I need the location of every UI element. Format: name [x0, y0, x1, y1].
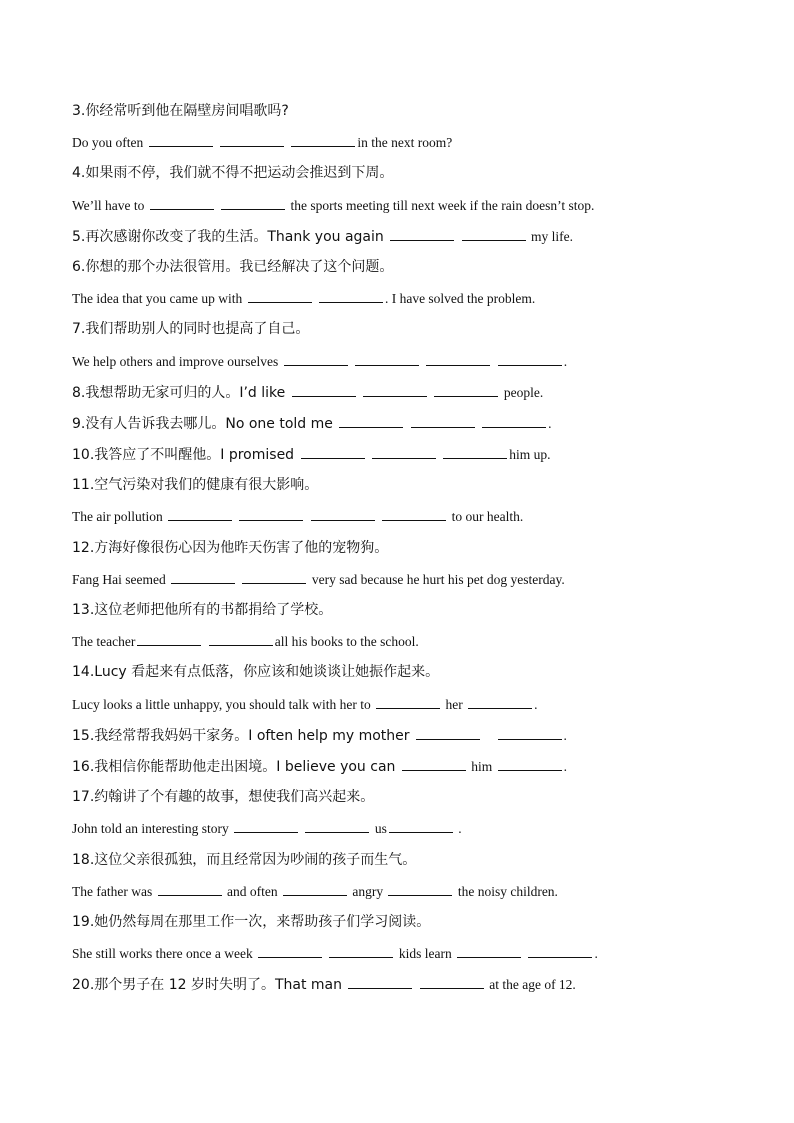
- sentence-text: angry: [348, 883, 387, 899]
- answer-blank[interactable]: [498, 726, 562, 740]
- answer-blank[interactable]: [372, 445, 436, 459]
- answer-blank[interactable]: [355, 352, 419, 366]
- sentence-text: [421, 354, 424, 369]
- sentence-text: The father was: [72, 883, 156, 899]
- question-line-q11-en: [72, 501, 732, 532]
- answer-blank[interactable]: [284, 352, 348, 366]
- question-line-q18-en: [72, 876, 732, 907]
- answer-blank[interactable]: [468, 695, 532, 709]
- sentence-text: . I have solved the problem.: [384, 291, 536, 307]
- sentence-text: We’ll have to: [72, 197, 148, 213]
- sentence-text: [367, 447, 370, 462]
- answer-blank[interactable]: [382, 507, 446, 521]
- answer-blank[interactable]: [388, 882, 452, 896]
- answer-blank[interactable]: [248, 289, 312, 303]
- answer-blank[interactable]: [158, 882, 222, 896]
- answer-blank[interactable]: [390, 227, 454, 241]
- question-line-q4-en: [72, 190, 732, 221]
- question-line-q15: [72, 720, 732, 751]
- answer-blank[interactable]: [416, 726, 480, 740]
- question-line-q14-zh: [72, 657, 732, 688]
- sentence-text: 20.那个男子在 12 岁时失明了。That man: [72, 977, 347, 994]
- answer-blank[interactable]: [150, 196, 214, 210]
- sentence-text: [456, 229, 459, 244]
- sentence-text: [482, 728, 496, 743]
- sentence-text: him up.: [509, 447, 551, 463]
- answer-blank[interactable]: [171, 570, 235, 584]
- question-line-q19-zh: [72, 907, 732, 938]
- sentence-text: 15.我经常帮我妈妈干家务。I often help my mother: [72, 727, 414, 744]
- sentence-text: [324, 946, 327, 961]
- answer-blank[interactable]: [339, 414, 403, 428]
- sentence-text: kids learn: [395, 946, 456, 962]
- sentence-text: very sad because he hurt his pet dog yesterday.: [308, 571, 565, 587]
- exercise-sheet: [72, 96, 732, 1000]
- sentence-text: .: [454, 821, 462, 837]
- sentence-text: the sports meeting till next week if the rain doesn’t stop.: [287, 197, 595, 213]
- sentence-text: Lucy looks a little unhappy, you should talk with her to: [72, 696, 375, 712]
- sentence-text: [215, 135, 218, 150]
- question-line-q12-zh: [72, 533, 732, 564]
- sentence-text: [405, 416, 408, 431]
- sentence-text: [429, 385, 432, 400]
- sentence-text: at the age of 12.: [485, 977, 576, 993]
- sentence-text: [438, 447, 441, 462]
- sentence-text: Do you often: [72, 135, 147, 151]
- sentence-text: [216, 198, 219, 213]
- sentence-text: [234, 509, 237, 524]
- sentence-text: 5.再次感谢你改变了我的生活。Thank you again: [72, 228, 389, 245]
- question-line-q12-en: [72, 564, 732, 595]
- sentence-text: 8.我想帮助无家可归的人。I’d like: [72, 384, 290, 401]
- answer-blank[interactable]: [311, 507, 375, 521]
- answer-blank[interactable]: [402, 757, 466, 771]
- chinese-prompt: 14.Lucy 看起来有点低落，你应该和她谈谈让她振作起来。: [72, 664, 440, 681]
- answer-blank[interactable]: [443, 445, 507, 459]
- sentence-text: .: [563, 353, 568, 369]
- question-line-q7-zh: [72, 314, 732, 345]
- chinese-prompt: 17.约翰讲了个有趣的故事，想使我们高兴起来。: [72, 789, 375, 806]
- answer-blank[interactable]: [498, 757, 562, 771]
- question-line-q18-zh: [72, 845, 732, 876]
- chinese-prompt: 11.空气污染对我们的健康有很大影响。: [72, 477, 319, 494]
- answer-blank[interactable]: [348, 975, 412, 989]
- answer-blank[interactable]: [239, 507, 303, 521]
- sentence-text: [358, 385, 361, 400]
- sentence-text: 9.没有人告诉我去哪儿。No one told me: [72, 415, 338, 432]
- sentence-text: The air pollution: [72, 509, 167, 525]
- answer-blank[interactable]: [221, 196, 285, 210]
- chinese-prompt: 7.我们帮助别人的同时也提高了自己。: [72, 321, 310, 338]
- sentence-text: John told an interesting story: [72, 821, 233, 837]
- sentence-text: 10.我答应了不叫醒他。I promised: [72, 447, 299, 464]
- question-line-q10: [72, 439, 732, 470]
- question-line-q7-en: [72, 346, 732, 377]
- answer-blank[interactable]: [389, 819, 453, 833]
- chinese-prompt: 3.你经常听到他在隔壁房间唱歌吗?: [72, 103, 289, 119]
- sentence-text: [477, 416, 480, 431]
- answer-blank[interactable]: [242, 570, 306, 584]
- answer-blank[interactable]: [434, 383, 498, 397]
- answer-blank[interactable]: [329, 944, 393, 958]
- answer-blank[interactable]: [462, 227, 526, 241]
- sentence-text: [414, 977, 417, 992]
- sentence-text: him: [467, 758, 496, 774]
- chinese-prompt: 18.这位父亲很孤独，而且经常因为吵闹的孩子而生气。: [72, 851, 417, 868]
- question-line-q5: [72, 221, 732, 252]
- sentence-text: .: [563, 727, 567, 743]
- sentence-text: [350, 354, 353, 369]
- sentence-text: .: [548, 415, 552, 431]
- question-line-q3-zh: [72, 96, 732, 127]
- question-line-q6-en: [72, 283, 732, 314]
- question-line-q6-zh: [72, 252, 732, 283]
- sentence-text: 16.我相信你能帮助他走出困境。I believe you can: [72, 758, 400, 775]
- question-line-q4-zh: [72, 158, 732, 189]
- sentence-text: in the next room?: [357, 135, 453, 151]
- answer-blank[interactable]: [528, 944, 592, 958]
- sentence-text: us: [371, 821, 387, 837]
- answer-blank[interactable]: [426, 352, 490, 366]
- sentence-text: .: [594, 946, 598, 962]
- question-line-q14-en: [72, 689, 732, 720]
- chinese-prompt: 13.这位老师把他所有的书都捐给了学校。: [72, 602, 333, 618]
- answer-blank[interactable]: [258, 944, 322, 958]
- sentence-text: [377, 509, 380, 524]
- sentence-text: all his books to the school.: [274, 634, 419, 650]
- question-line-q19-en: [72, 938, 732, 969]
- answer-blank[interactable]: [363, 383, 427, 397]
- sentence-text: people.: [500, 384, 544, 400]
- sentence-text: [286, 135, 289, 150]
- answer-blank[interactable]: [234, 819, 298, 833]
- sentence-text: [237, 572, 240, 587]
- answer-blank[interactable]: [168, 507, 232, 521]
- answer-blank[interactable]: [220, 133, 284, 147]
- question-line-q17-en: [72, 813, 732, 844]
- question-line-q9: [72, 408, 732, 439]
- answer-blank[interactable]: [283, 882, 347, 896]
- sentence-text: [523, 946, 526, 961]
- answer-blank[interactable]: [292, 383, 356, 397]
- answer-blank[interactable]: [482, 414, 546, 428]
- answer-blank[interactable]: [411, 414, 475, 428]
- answer-blank[interactable]: [137, 632, 201, 646]
- chinese-prompt: 4.如果雨不停，我们就不得不把运动会推迟到下周。: [72, 165, 394, 182]
- answer-blank[interactable]: [319, 289, 383, 303]
- answer-blank[interactable]: [291, 133, 355, 147]
- sentence-text: The teacher: [72, 634, 136, 650]
- answer-blank[interactable]: [457, 944, 521, 958]
- answer-blank[interactable]: [209, 632, 273, 646]
- question-line-q8: [72, 377, 732, 408]
- answer-blank[interactable]: [376, 695, 440, 709]
- sentence-text: The idea that you came up with: [72, 291, 246, 307]
- sentence-text: to our health.: [448, 509, 524, 525]
- chinese-prompt: 19.她仍然每周在那里工作一次，来帮助孩子们学习阅读。: [72, 913, 431, 930]
- sentence-text: the noisy children.: [454, 883, 558, 899]
- question-line-q17-zh: [72, 782, 732, 813]
- question-line-q3-en: [72, 127, 732, 158]
- answer-blank[interactable]: [149, 133, 213, 147]
- sentence-text: my life.: [527, 228, 573, 244]
- question-line-q16: [72, 751, 732, 782]
- sentence-text: [305, 509, 308, 524]
- sentence-text: and often: [223, 883, 281, 899]
- chinese-prompt: 6.你想的那个办法很管用。我已经解决了这个问题。: [72, 258, 394, 275]
- question-line-q20: [72, 969, 732, 1000]
- sentence-text: [492, 354, 495, 369]
- sentence-text: [203, 634, 206, 649]
- sentence-text: [300, 821, 303, 836]
- question-line-q13-en: [72, 626, 732, 657]
- sentence-text: [314, 291, 317, 306]
- sentence-text: She still works there once a week: [72, 946, 257, 962]
- sentence-text: .: [563, 758, 567, 774]
- sentence-text: Fang Hai seemed: [72, 571, 170, 587]
- question-line-q11-zh: [72, 470, 732, 501]
- answer-blank[interactable]: [305, 819, 369, 833]
- sentence-text: her: [442, 696, 467, 712]
- sentence-text: We help others and improve ourselves: [72, 353, 282, 369]
- chinese-prompt: 12.方海好像很伤心因为他昨天伤害了他的宠物狗。: [72, 539, 389, 556]
- question-line-q13-zh: [72, 595, 732, 626]
- sentence-text: .: [534, 696, 538, 712]
- answer-blank[interactable]: [420, 975, 484, 989]
- answer-blank[interactable]: [301, 445, 365, 459]
- answer-blank[interactable]: [498, 352, 562, 366]
